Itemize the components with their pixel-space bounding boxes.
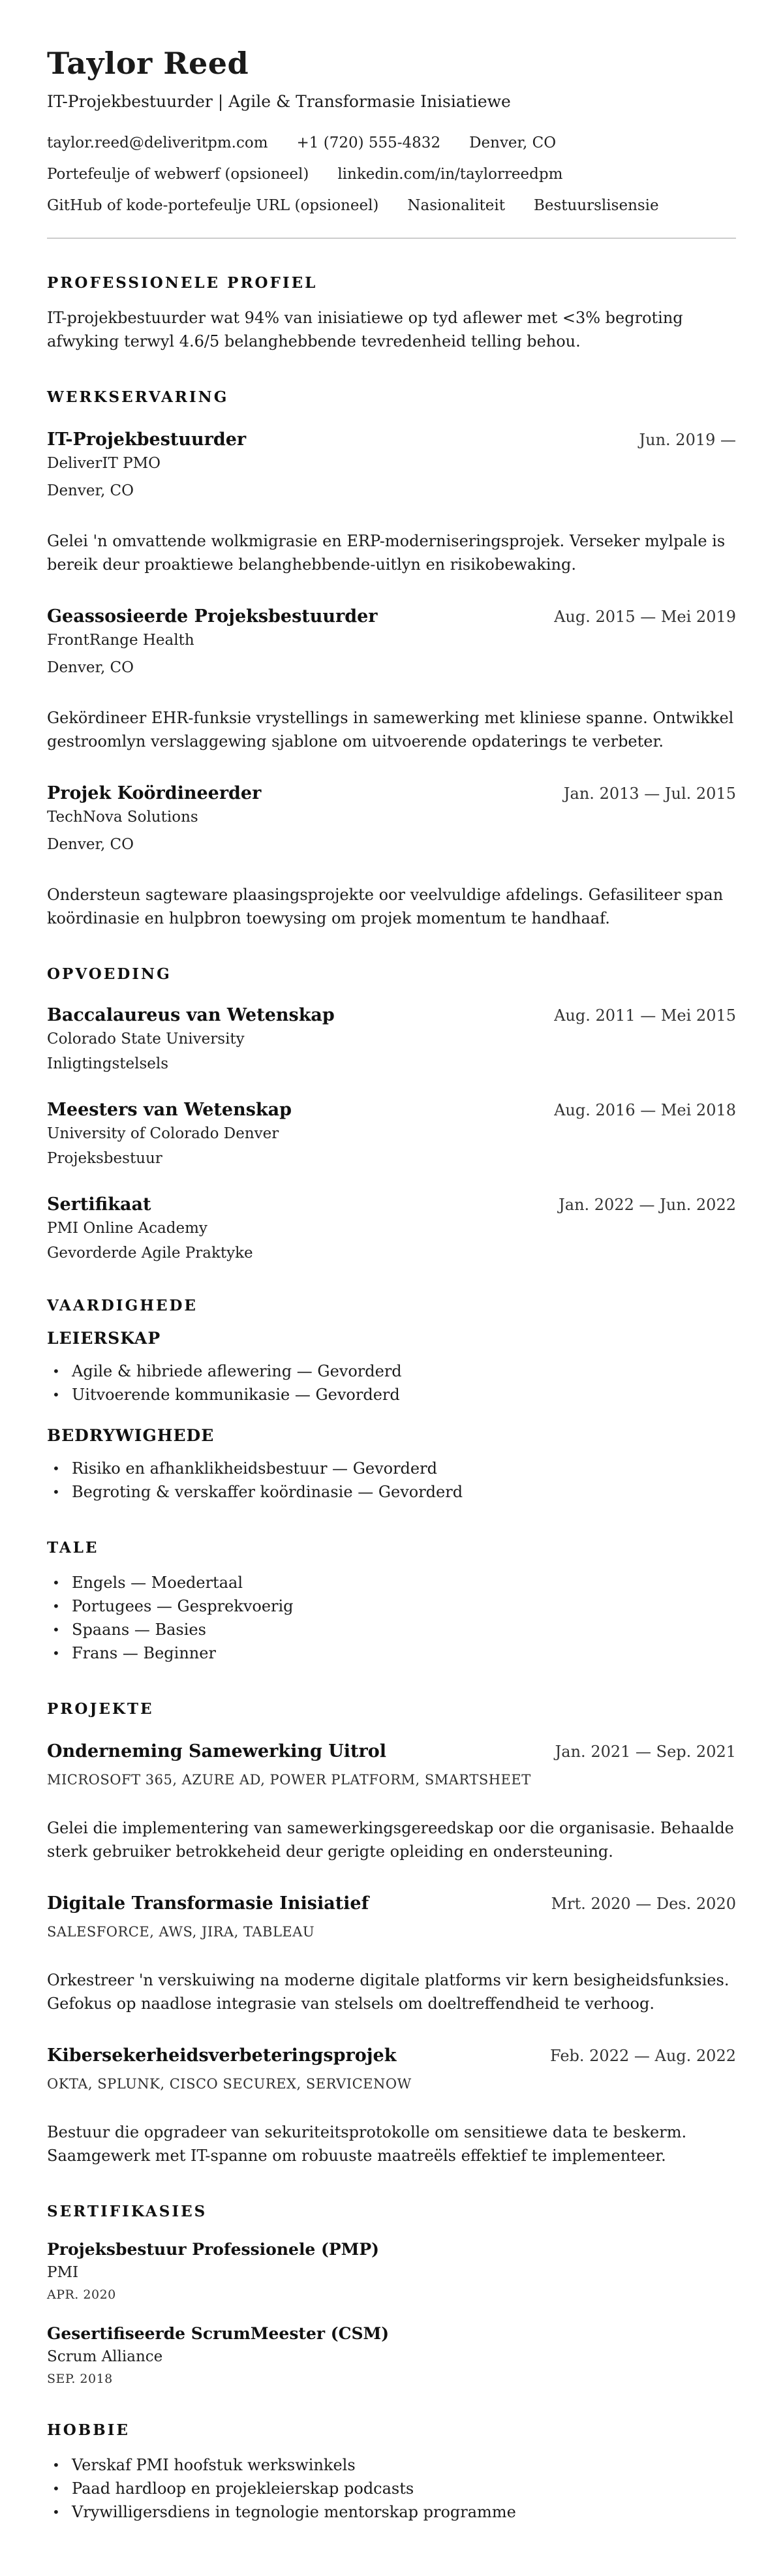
job-entry	[47, 783, 736, 930]
contact-row-3	[47, 197, 736, 214]
skill-item: • Agile & hibriede aflewering — Gevorderd	[47, 1359, 736, 1383]
hobby-item: • Paad hardloop en projekleierskap podcasts	[47, 2477, 736, 2500]
skill-item: • Risiko en afhanklikheidsbestuur — Gevorderd	[47, 1457, 736, 1480]
education-date-range: Aug. 2011 — Mei 2015	[554, 1006, 736, 1025]
projects-header: PROJEKTE	[47, 1700, 154, 1718]
project-tech-stack: SALESFORCE, AWS, JIRA, TABLEAU	[47, 1924, 315, 1940]
skills-list	[47, 1457, 736, 1504]
job-entry	[47, 429, 736, 576]
project-entry	[47, 2045, 736, 2167]
hobbies-header: HOBBIE	[47, 2421, 130, 2440]
language-item: • Frans — Beginner	[47, 1641, 736, 1665]
school-name: University of Colorado Denver	[47, 1125, 279, 1143]
project-date-range: Feb. 2022 — Aug. 2022	[550, 2047, 736, 2066]
job-title: IT-Projekbestuurder	[47, 429, 247, 450]
field-of-study: Projeksbestuur	[47, 1150, 162, 1168]
job-description: Ondersteun sagteware plaasingsprojekte oor veelvuldige afdelings. Gefasiliteer span koördinasie en hulpbron toewysing om projek momentum te handhaaf.	[47, 886, 724, 928]
project-title: Kibersekerheidsverbeteringsprojek	[47, 2045, 397, 2066]
language-item: • Portugees — Gesprekvoerig	[47, 1594, 736, 1618]
projects-list	[47, 1741, 736, 2167]
education-entry	[47, 1194, 736, 1262]
section-languages	[47, 1539, 736, 1665]
resume-header	[47, 46, 736, 239]
profile-header: PROFESSIONELE PROFIEL	[47, 274, 318, 292]
skills-group-operations	[47, 1426, 736, 1504]
job-description: Gekördineer EHR-funksie vrystellings in samewerking met kliniese spanne. Ontwikkel gestroomlyn verslaggewing sjablone om uitvoerende opdaterings te verbeter.	[47, 709, 734, 751]
job-description: Gelei 'n omvattende wolkmigrasie en ERP-moderniseringsprojek. Verseker mylpale is bereik deur proaktiewe belanghebbende-uitlyn en risikobewaking.	[47, 532, 726, 574]
project-entry	[47, 1741, 736, 1863]
hobby-item: • Verskaf PMI hoofstuk werkswinkels	[47, 2453, 736, 2477]
certification-issuer: Scrum Alliance	[47, 2348, 163, 2366]
education-date-range: Jan. 2022 — Jun. 2022	[559, 1196, 736, 1215]
section-hobbies	[47, 2421, 736, 2524]
language-item: • Spaans — Basies	[47, 1618, 736, 1641]
experience-header: WERKSERVARING	[47, 388, 229, 407]
skill-item: • Uitvoerende kommunikasie — Gevorderd	[47, 1383, 736, 1406]
job-date-range: Jan. 2013 — Jul. 2015	[563, 784, 736, 803]
header-divider	[47, 238, 736, 239]
certification-date: SEP. 2018	[47, 2372, 113, 2387]
section-profile	[47, 274, 736, 353]
project-title: Onderneming Samewerking Uitrol	[47, 1741, 387, 1762]
contact-item: Bestuurslisensie	[533, 197, 659, 215]
hobby-item: • Vrywilligersdiens in tegnologie mentorskap programme	[47, 2500, 736, 2524]
degree-title: Baccalaureus van Wetenskap	[47, 1005, 335, 1026]
certification-title: Projeksbestuur Professionele (PMP)	[47, 2240, 379, 2259]
contact-item: +1 (720) 555-4832	[296, 134, 441, 152]
contact-item: GitHub of kode-portefeulje URL (opsioneel)	[47, 197, 379, 215]
skills-header: VAARDIGHEDE	[47, 1297, 198, 1315]
candidate-headline: IT-Projekbestuurder | Agile & Transformasie Inisiatiewe	[47, 92, 511, 112]
certification-issuer: PMI	[47, 2264, 79, 2282]
contact-row-1	[47, 134, 736, 151]
certification-entry	[47, 2240, 736, 2302]
skills-group-title: LEIERSKAP	[47, 1329, 161, 1348]
certification-entry	[47, 2324, 736, 2386]
contact-row-2	[47, 166, 736, 183]
job-company: FrontRange Health	[47, 632, 194, 649]
job-company: DeliverIT PMO	[47, 455, 161, 473]
project-entry	[47, 1893, 736, 2015]
job-company: TechNova Solutions	[47, 809, 198, 826]
project-tech-stack: MICROSOFT 365, AZURE AD, POWER PLATFORM, SMARTSHEET	[47, 1772, 531, 1788]
languages-header: TALE	[47, 1539, 99, 1557]
section-experience	[47, 388, 736, 930]
section-projects	[47, 1700, 736, 2167]
education-list	[47, 1005, 736, 1262]
job-title: Geassosieerde Projeksbestuurder	[47, 606, 378, 627]
section-education	[47, 965, 736, 1262]
job-date-range: Aug. 2015 — Mei 2019	[554, 608, 736, 627]
job-entry	[47, 606, 736, 753]
job-location: Denver, CO	[47, 836, 134, 854]
project-title: Digitale Transformasie Inisiatief	[47, 1893, 369, 1914]
contact-item: Nasionaliteit	[407, 197, 505, 215]
certification-date: APR. 2020	[47, 2288, 116, 2303]
skills-group-leadership	[47, 1329, 736, 1406]
school-name: PMI Online Academy	[47, 1220, 207, 1237]
section-certifications	[47, 2203, 736, 2386]
field-of-study: Gevorderde Agile Praktyke	[47, 1245, 253, 1262]
candidate-name: Taylor Reed	[47, 46, 249, 81]
skills-group-title: BEDRYWIGHEDE	[47, 1426, 215, 1446]
project-date-range: Jan. 2021 — Sep. 2021	[555, 1743, 736, 1761]
section-skills	[47, 1297, 736, 1504]
education-header: OPVOEDING	[47, 965, 172, 984]
education-entry	[47, 1100, 736, 1167]
hobbies-list	[47, 2453, 736, 2524]
degree-title: Meesters van Wetenskap	[47, 1100, 292, 1121]
education-entry	[47, 1005, 736, 1072]
project-tech-stack: OKTA, SPLUNK, CISCO SECUREX, SERVICENOW	[47, 2076, 412, 2092]
contact-item: Portefeulje of webwerf (opsioneel)	[47, 166, 309, 183]
project-date-range: Mrt. 2020 — Des. 2020	[551, 1895, 736, 1914]
certifications-list	[47, 2240, 736, 2386]
project-description: Gelei die implementering van samewerkingsgereedskap oor die organisasie. Behaalde sterk gebruiker betrokkeheid deur gerigte opleiding en ondersteuning.	[47, 1819, 734, 1861]
contact-item: linkedin.com/in/taylorreedpm	[337, 166, 563, 183]
education-date-range: Aug. 2016 — Mei 2018	[554, 1101, 736, 1120]
profile-text: IT-projekbestuurder wat 94% van inisiatiewe op tyd aflewer met <3% begroting afwyking terwyl 4.6/5 belanghebbende tevredenheid telling behou.	[47, 309, 683, 351]
skill-item: • Begroting & verskaffer koördinasie — Gevorderd	[47, 1480, 736, 1504]
experience-list	[47, 429, 736, 930]
job-location: Denver, CO	[47, 482, 134, 500]
job-date-range: Jun. 2019 —	[639, 431, 736, 450]
project-description: Bestuur die opgradeer van sekuriteitsprotokolle om sensitiewe data te beskerm. Saamgewerk met IT-spanne om robuuste maatreëls effektief te implementeer.	[47, 2123, 687, 2165]
skills-list	[47, 1359, 736, 1406]
languages-list	[47, 1571, 736, 1665]
contact-item: Denver, CO	[469, 134, 557, 152]
project-description: Orkestreer 'n verskuiwing na moderne digitale platforms vir kern besigheidsfunksies. Gefokus op naadlose integrasie van stelsels om doeltreffendheid te verhoog.	[47, 1971, 729, 2013]
job-title: Projek Koördineerder	[47, 783, 262, 804]
certifications-header: SERTIFIKASIES	[47, 2203, 207, 2221]
certification-title: Gesertifiseerde ScrumMeester (CSM)	[47, 2324, 390, 2344]
contact-item: taylor.reed@deliveritpm.com	[47, 134, 268, 152]
field-of-study: Inligtingstelsels	[47, 1055, 169, 1073]
school-name: Colorado State University	[47, 1031, 245, 1048]
job-location: Denver, CO	[47, 659, 134, 677]
degree-title: Sertifikaat	[47, 1194, 151, 1215]
language-item: • Engels — Moedertaal	[47, 1571, 736, 1594]
contact-block	[47, 134, 736, 214]
